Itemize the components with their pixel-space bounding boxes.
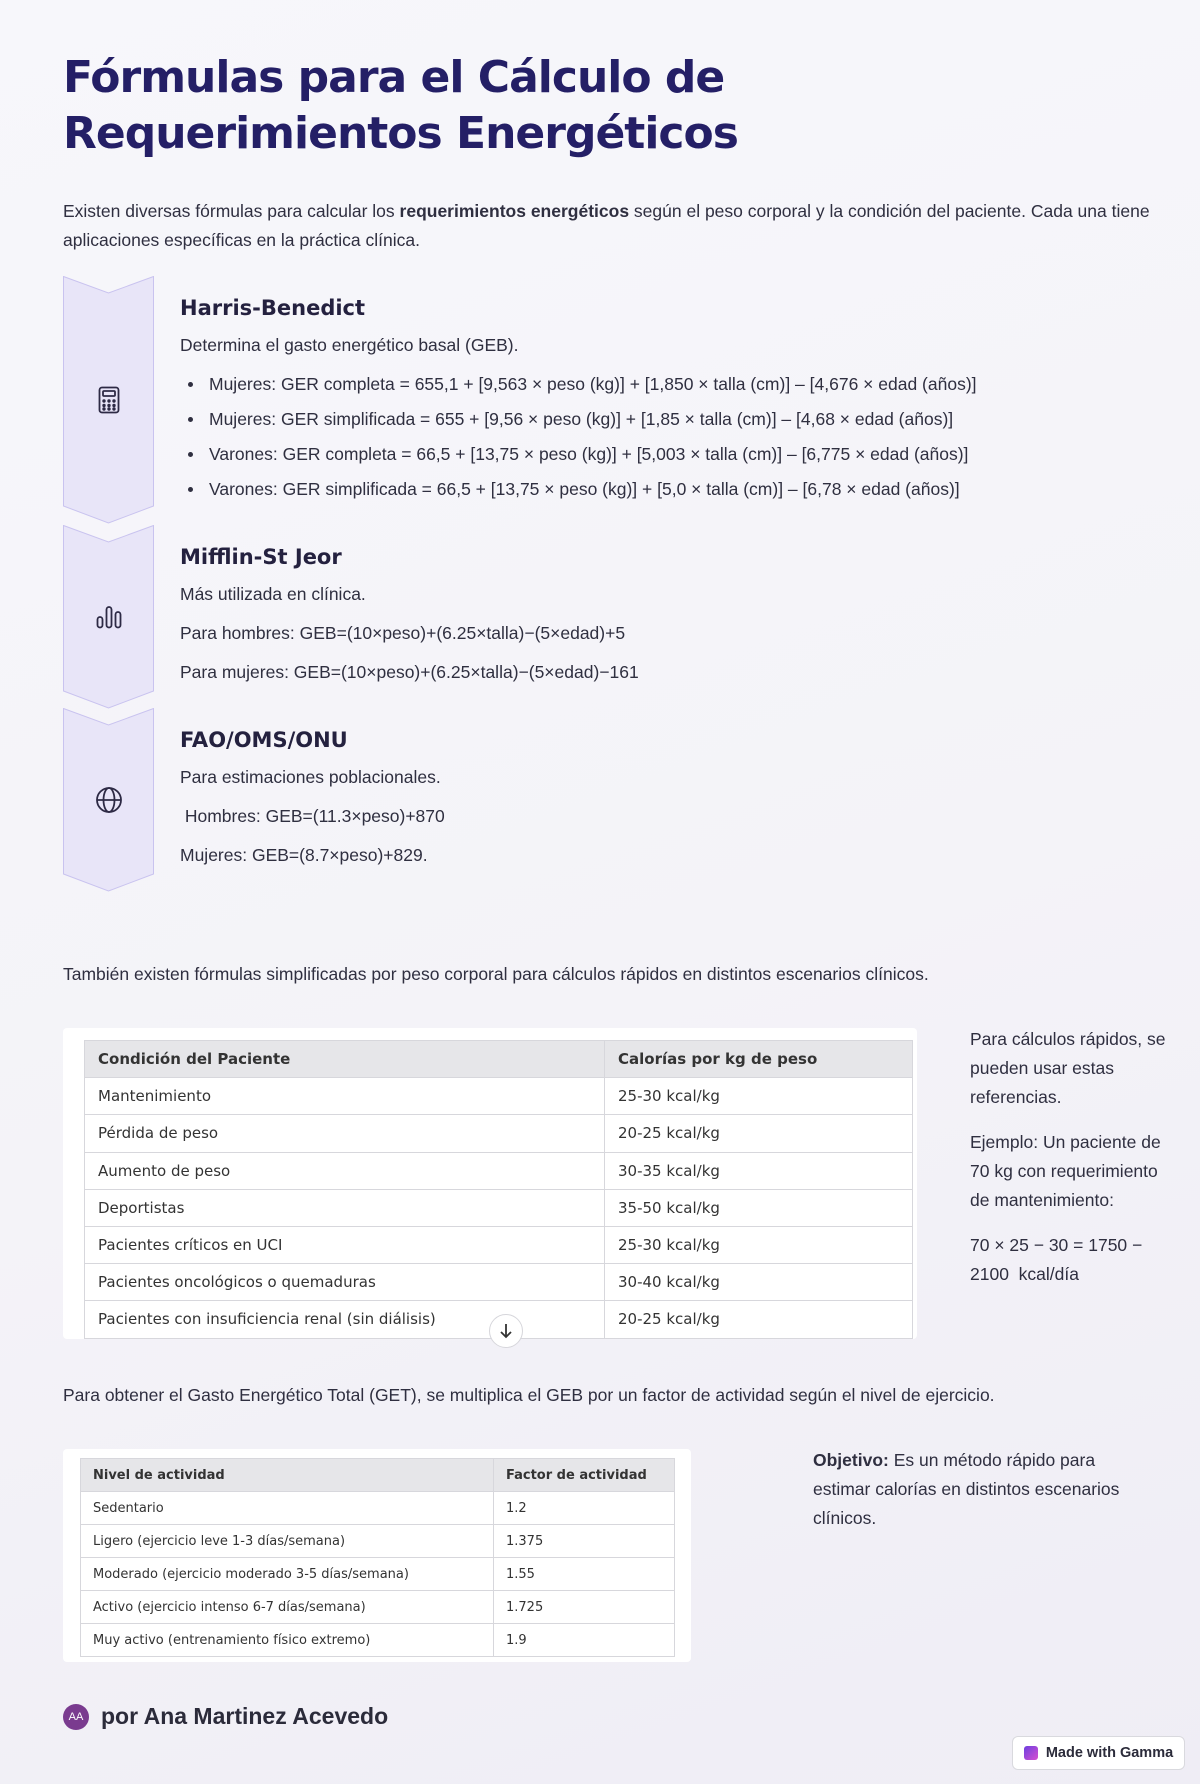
table-cell: 1.55 xyxy=(494,1558,675,1591)
formula-line: Para hombres: GEB=(10×peso)+(6.25×talla)−(5×edad)+5 xyxy=(180,623,626,643)
table-row xyxy=(85,1115,913,1152)
formula-line: Hombres: GEB=(11.3×peso)+870 xyxy=(180,806,445,826)
table-cell: Moderado (ejercicio moderado 3-5 días/semana) xyxy=(81,1558,494,1591)
objective-label: Objetivo: xyxy=(813,1450,889,1470)
table-cell: 1.725 xyxy=(494,1591,675,1624)
note-calculation: 70 × 25 − 30 = 1750 − 2100 kcal/día xyxy=(970,1235,1148,1284)
table-cell: Activo (ejercicio intenso 6-7 días/semana) xyxy=(81,1591,494,1624)
formula-description: Más utilizada en clínica. xyxy=(180,584,366,604)
intro-text: Existen diversas fórmulas para calcular los xyxy=(63,201,400,221)
table-row xyxy=(81,1591,675,1624)
table-cell: 25-30 kcal/kg xyxy=(605,1078,913,1115)
table-row xyxy=(85,1152,913,1189)
table-cell: Muy activo (entrenamiento físico extremo) xyxy=(81,1624,494,1657)
formula-title: Harris-Benedict xyxy=(180,296,366,320)
avatar: AA xyxy=(63,1704,89,1730)
quick-reference-note xyxy=(970,1025,1170,1305)
activity-table-card xyxy=(63,1449,691,1662)
table-cell: 35-50 kcal/kg xyxy=(605,1189,913,1226)
table-cell: 20-25 kcal/kg xyxy=(605,1115,913,1152)
table-cell: Pacientes oncológicos o quemaduras xyxy=(85,1264,605,1301)
table-row xyxy=(81,1492,675,1525)
formula-line: Para mujeres: GEB=(10×peso)+(6.25×talla)−(5×edad)−161 xyxy=(180,662,639,682)
intro-paragraph xyxy=(63,197,1153,255)
formula-list xyxy=(180,373,1160,500)
badge-label: Made with Gamma xyxy=(1045,1745,1174,1761)
globe-icon xyxy=(63,708,154,892)
intro-bold: requerimientos energéticos xyxy=(399,201,630,221)
table-cell: 30-40 kcal/kg xyxy=(605,1264,913,1301)
table-header: Condición del Paciente xyxy=(85,1041,605,1078)
page-title: Fórmulas para el Cálculo de Requerimientos Energéticos xyxy=(63,52,738,159)
formula-item: Mujeres: GER completa = 655,1 + [9,563 × peso (kg)] + [1,850 × talla (cm)] – [4,676 × edad (años)] xyxy=(180,373,1160,395)
table-cell: Pérdida de peso xyxy=(85,1115,605,1152)
table-header-row xyxy=(85,1041,913,1078)
formula-item: Varones: GER completa = 66,5 + [13,75 × peso (kg)] + [5,003 × talla (cm)] – [6,775 × edad (años)] xyxy=(180,443,1160,465)
step-chevron-3 xyxy=(63,708,154,892)
table-cell: Aumento de peso xyxy=(85,1152,605,1189)
table-cell: Deportistas xyxy=(85,1189,605,1226)
note-example: Ejemplo: Un paciente de 70 kg con requerimiento de mantenimiento: xyxy=(970,1132,1161,1210)
table-row xyxy=(85,1078,913,1115)
author-byline xyxy=(63,1703,388,1730)
table-cell: Sedentario xyxy=(81,1492,494,1525)
formula-description: Determina el gasto energético basal (GEB). xyxy=(180,335,519,355)
get-lead: Para obtener el Gasto Energético Total (GET), se multiplica el GEB por un factor de actividad según el nivel de ejercicio. xyxy=(63,1385,995,1405)
made-with-gamma-badge[interactable] xyxy=(1012,1736,1185,1770)
table-cell: Mantenimiento xyxy=(85,1078,605,1115)
table-cell: Pacientes críticos en UCI xyxy=(85,1226,605,1263)
formula-fao-oms-onu xyxy=(180,726,1160,883)
table-row xyxy=(85,1264,913,1301)
arrow-down-icon xyxy=(499,1323,513,1339)
objective-note xyxy=(813,1446,1143,1549)
bar-chart-icon xyxy=(63,525,154,709)
gamma-logo-icon xyxy=(1024,1746,1038,1760)
scroll-down-button[interactable] xyxy=(489,1314,523,1348)
table-cell: Ligero (ejercicio leve 1-3 días/semana) xyxy=(81,1525,494,1558)
formula-item: Varones: GER simplificada = 66,5 + [13,75 × peso (kg)] + [5,0 × talla (cm)] – [6,78 × edad (años)] xyxy=(180,478,1160,500)
table-row xyxy=(81,1525,675,1558)
table-cell: 20-25 kcal/kg xyxy=(605,1301,913,1338)
table-row xyxy=(81,1558,675,1591)
table-cell: Pacientes con insuficiencia renal (sin diálisis) xyxy=(85,1301,605,1338)
formula-description: Para estimaciones poblacionales. xyxy=(180,767,441,787)
table-cell: 1.2 xyxy=(494,1492,675,1525)
objective-paragraph xyxy=(813,1446,1143,1533)
calories-table-card xyxy=(63,1028,917,1339)
table-cell: 1.9 xyxy=(494,1624,675,1657)
table-header: Factor de actividad xyxy=(494,1459,675,1492)
step-chevron-1 xyxy=(63,276,154,524)
objective-text: Es un método rápido para estimar calorías en distintos escenarios clínicos. xyxy=(813,1450,1120,1528)
table-cell: 25-30 kcal/kg xyxy=(605,1226,913,1263)
formula-harris-benedict xyxy=(180,294,1160,513)
calculator-icon xyxy=(63,276,154,524)
table-header: Nivel de actividad xyxy=(81,1459,494,1492)
table-row xyxy=(81,1624,675,1657)
formula-title: FAO/OMS/ONU xyxy=(180,728,348,752)
formula-title: Mifflin-St Jeor xyxy=(180,545,342,569)
activity-table xyxy=(80,1458,675,1657)
author-name: por Ana Martinez Acevedo xyxy=(101,1703,389,1729)
formula-mifflin-st-jeor xyxy=(180,543,1160,700)
table-cell: 30-35 kcal/kg xyxy=(605,1152,913,1189)
intro-text-end: según el peso corporal y la condición del paciente. Cada una tiene aplicaciones específicas en la práctica clínica. xyxy=(63,201,1150,250)
table-row xyxy=(85,1189,913,1226)
formula-item: Mujeres: GER simplificada = 655 + [9,56 × peso (kg)] + [1,85 × talla (cm)] – [4,68 × edad (años)] xyxy=(180,408,1160,430)
simplified-lead: También existen fórmulas simplificadas por peso corporal para cálculos rápidos en distintos escenarios clínicos. xyxy=(63,964,929,984)
step-chevron-2 xyxy=(63,525,154,709)
table-header-row xyxy=(81,1459,675,1492)
formula-line: Mujeres: GEB=(8.7×peso)+829. xyxy=(180,845,428,865)
table-cell: 1.375 xyxy=(494,1525,675,1558)
table-header: Calorías por kg de peso xyxy=(605,1041,913,1078)
table-row xyxy=(85,1226,913,1263)
note-paragraph: Para cálculos rápidos, se pueden usar estas referencias. xyxy=(970,1029,1166,1107)
calories-table xyxy=(84,1040,913,1339)
